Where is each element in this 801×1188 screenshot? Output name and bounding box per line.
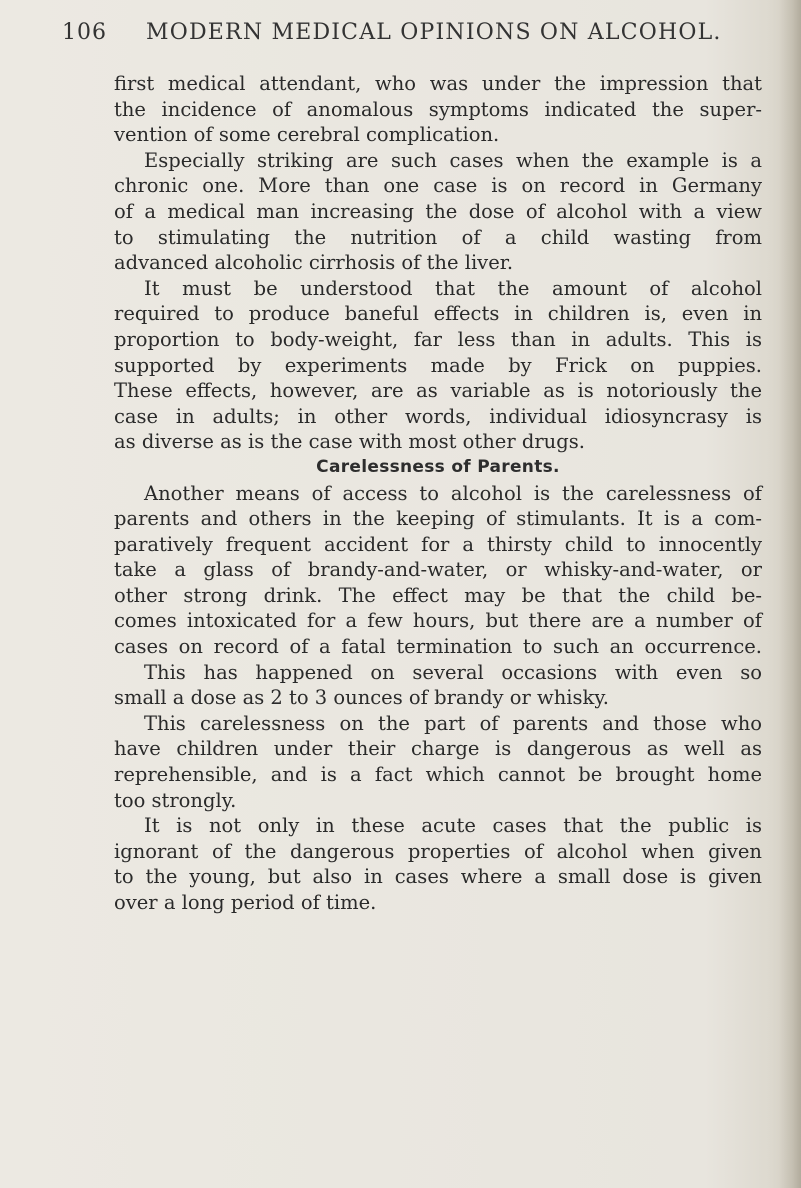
text-line: ignorant of the dangerous properties of alcohol when given <box>114 839 762 863</box>
text-line: take a glass of brandy-and-water, or whisky-and-water, or <box>114 558 762 582</box>
text-line: proportion to body-weight, far less than in adults. This is <box>114 327 762 351</box>
text-line: the incidence of anomalous symptoms indicated the super- <box>114 97 762 121</box>
text-line: This carelessness on the part of parents and those who <box>144 711 762 735</box>
text-line: to stimulating the nutrition of a child wasting from <box>114 225 762 249</box>
running-head: MODERN MEDICAL OPINIONS ON ALCOHOL. <box>146 20 722 45</box>
text-line: case in adults; in other words, individual idiosyncrasy is <box>114 404 762 428</box>
text-line: supported by experiments made by Frick on puppies. <box>114 353 762 377</box>
text-line: vention of some cerebral complication. <box>114 123 500 147</box>
text-line: comes intoxicated for a few hours, but there are a number of <box>114 609 762 633</box>
text-line: Another means of access to alcohol is the carelessness of <box>144 481 762 505</box>
text-line: chronic one. More than one case is on record in Germany <box>114 174 762 198</box>
text-line: parents and others in the keeping of stimulants. It is a com- <box>114 507 762 531</box>
text-line: first medical attendant, who was under the impression that <box>114 72 762 95</box>
text-line: reprehensible, and is a fact which cannot be brought home <box>114 763 762 787</box>
text-line: have children under their charge is dangerous as well as <box>114 737 762 761</box>
section-heading: Carelessness of Parents. <box>316 456 560 477</box>
text-line: too strongly. <box>114 788 237 812</box>
text-line: cases on record of a fatal termination to such an occurrence. <box>114 635 762 659</box>
text-line: paratively frequent accident for a thirsty child to innocently <box>114 532 762 556</box>
text-line: required to produce baneful effects in children is, even in <box>114 302 762 326</box>
text-line: It is not only in these acute cases that the public is <box>144 814 762 838</box>
text-line: advanced alcoholic cirrhosis of the liver. <box>114 251 514 275</box>
text-line: small a dose as 2 to 3 ounces of brandy or whisky. <box>114 686 609 710</box>
text-line: other strong drink. The effect may be that the child be- <box>114 583 762 607</box>
text-line: of a medical man increasing the dose of alcohol with a view <box>114 199 762 223</box>
text-line: over a long period of time. <box>114 891 377 914</box>
text-line: These effects, however, are as variable as is notoriously the <box>114 379 762 403</box>
page-body <box>114 71 762 916</box>
page-edge-shadow <box>779 0 801 1188</box>
page-number: 106 <box>62 20 107 45</box>
text-line: as diverse as is the case with most other drugs. <box>114 430 585 454</box>
text-line: It must be understood that the amount of alcohol <box>144 276 762 300</box>
text-line: to the young, but also in cases where a small dose is given <box>114 865 762 889</box>
text-line: This has happened on several occasions with even so <box>144 660 762 684</box>
page-header <box>0 14 801 54</box>
text-line: Especially striking are such cases when the example is a <box>144 148 762 172</box>
